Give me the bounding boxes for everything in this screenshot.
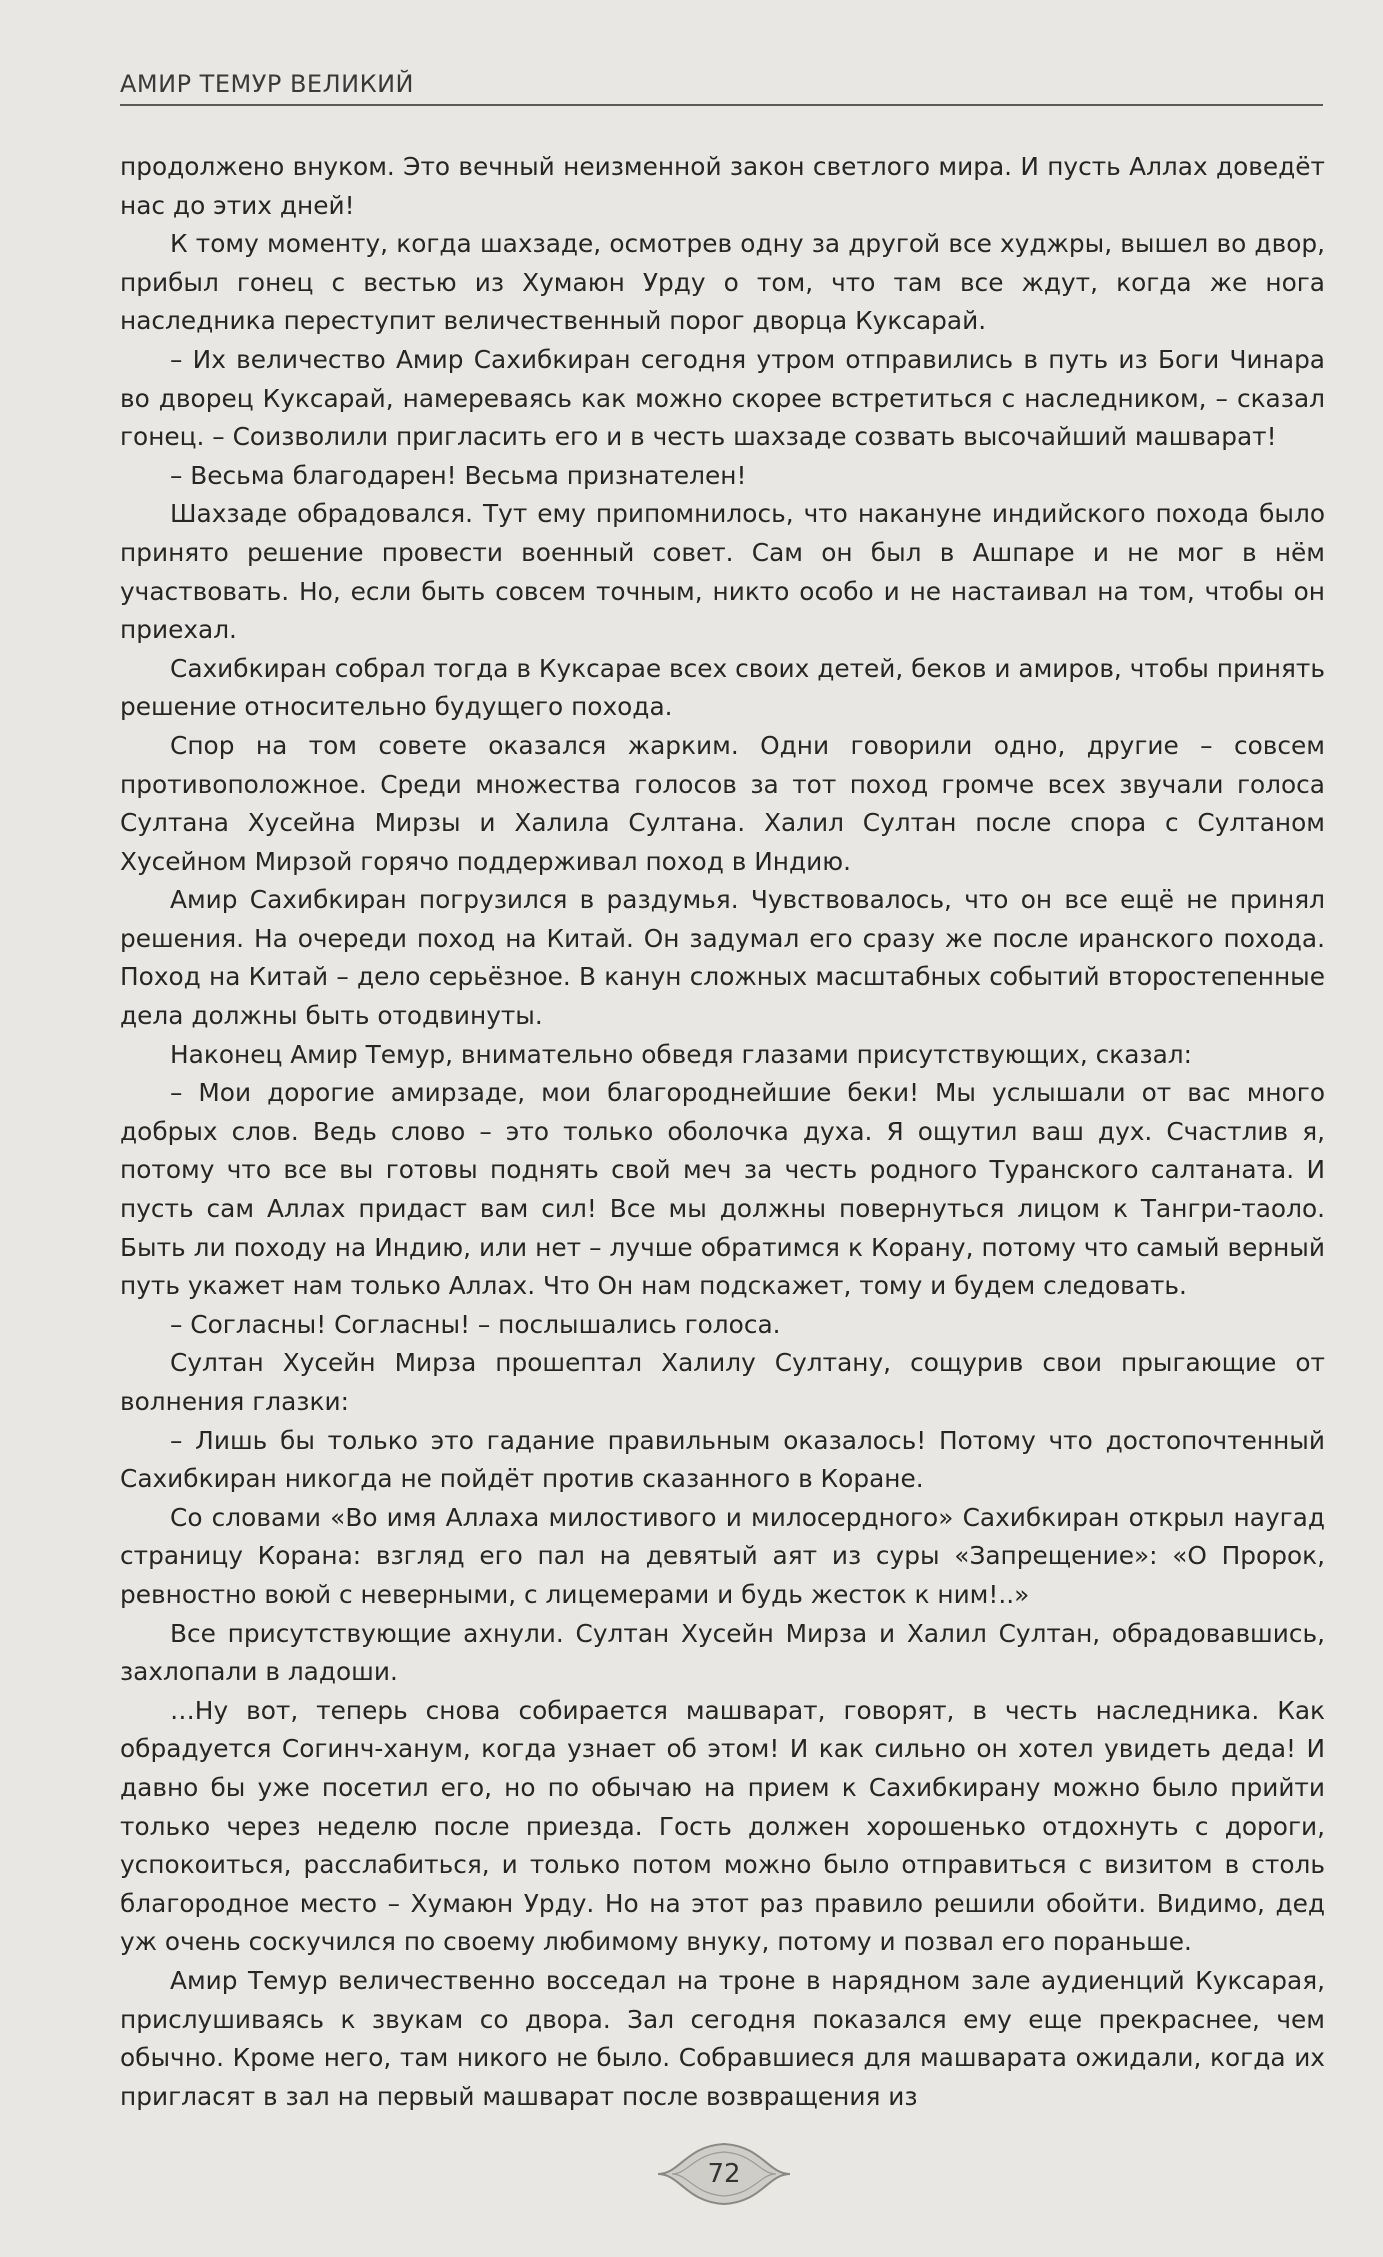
paragraph: продолжено внуком. Это вечный неизменной закон светлого мира. И пусть Аллах доведёт нас до этих дней! (120, 152, 1325, 220)
paragraph: Шахзаде обрадовался. Тут ему припомнилось, что накануне индийского похода было принято решение провести военный совет. Сам он был в Ашпаре и не мог в нём участвовать. Но, если быть совсем точным, никто особо и не настаивал на том, чтобы он приехал. (120, 499, 1325, 645)
paragraph: …Ну вот, теперь снова собирается машварат, говорят, в честь наследника. Как обрадуется Согинч-ханум, когда узнает об этом! И как сильно он хотел увидеть деда! И давно бы уже посетил его, но по обычаю на прием к Сахибкирану можно было прийти только через неделю после приезда. Гость должен хорошенько отдохнуть с дороги, успокоиться, расслабиться, и только потом можно было отправиться с визитом в столь благородное место – Хумаюн Урду. Но на этот раз правило решили обойти. Видимо, дед уж очень соскучился по своему любимому внуку, потому и позвал его пораньше. (120, 1695, 1325, 1957)
paragraph: – Лишь бы только это гадание правильным оказалось! Потому что достопочтенный Сахибкиран никогда не пойдёт против сказанного в Коране. (120, 1425, 1325, 1494)
header-rule (120, 104, 1323, 106)
paragraph: – Весьма благодарен! Весьма признателен! (170, 460, 747, 490)
paragraph: Со словами «Во имя Аллаха милостивого и милосердного» Сахибкиран открыл наугад страницу Корана: взгляд его пал на девятый аят из суры «Запрещение»: «О Пророк, ревностно воюй с неверными, с лицемерами и будь жесток к ним!..» (120, 1502, 1325, 1609)
paragraph: – Их величество Амир Сахибкиран сегодня утром отправились в путь из Боги Чинара во дворец Куксарай, намереваясь как можно скорее встретиться с наследником, – сказал гонец. – Соизволили пригласить его и в честь шахзаде созвать высочайший машварат! (120, 344, 1325, 452)
paragraph: К тому моменту, когда шахзаде, осмотрев одну за другой все худжры, вышел во двор, прибыл гонец с вестью из Хумаюн Урду о том, что там все ждут, когда же нога наследника переступит величественный порог дворца Куксарай. (120, 229, 1325, 336)
page-number: 72 (707, 2159, 741, 2189)
paragraph: Наконец Амир Темур, внимательно обведя глазами присутствующих, сказал: (170, 1039, 1192, 1069)
paragraph: Амир Темур величественно восседал на троне в нарядном зале аудиенций Куксарая, прислушиваясь к звукам со двора. Зал сегодня показался ему еще прекраснее, чем обычно. Кроме него, там никого не было. Собравшиеся для машварата ожидали, когда их пригласят в зал на первый машварат после возвращения из (120, 1965, 1325, 2111)
paragraph: Сахибкиран собрал тогда в Куксарае всех своих детей, беков и амиров, чтобы принять решение относительно будущего похода. (120, 653, 1325, 722)
paragraph: Спор на том совете оказался жарким. Одни говорили одно, другие – совсем противоположное. Среди множества голосов за тот поход громче всех звучали голоса Султана Хусейна Мирзы и Халила Султана. Халил Султан после спора с Султаном Хусейном Мирзой горячо поддерживал поход в Индию. (120, 730, 1325, 876)
paragraph: – Согласны! Согласны! – послышались голоса. (170, 1309, 781, 1339)
paragraph: Амир Сахибкиран погрузился в раздумья. Чувствовалось, что он все ещё не принял решения. На очереди поход на Китай. Он задумал его сразу же после иранского похода. Поход на Китай – дело серьёзное. В канун сложных масштабных событий второстепенные дела должны быть отодвинуты. (120, 885, 1325, 1031)
paragraph: Все присутствующие ахнули. Султан Хусейн Мирза и Халил Султан, обрадовавшись, захлопали в ладоши. (120, 1618, 1325, 1687)
running-header-title: АМИР ТЕМУР ВЕЛИКИЙ (120, 70, 415, 98)
body-text (120, 148, 1325, 2116)
paragraph: Султан Хусейн Мирза прошептал Халилу Султану, сощурив свои прыгающие от волнения глазки: (120, 1348, 1325, 1416)
paragraph: – Мои дорогие амирзаде, мои благороднейшие беки! Мы услышали от вас много добрых слов. Ведь слово – это только оболочка духа. Я ощутил ваш дух. Счастлив я, потому что все вы готовы поднять свой меч за честь родного Туранского салтаната. И пусть сам Аллах придаст вам сил! Все мы должны повернуться лицом к Тангри-таоло. Быть ли походу на Индию, или нет – лучше обратимся к Корану, потому что самый верный путь укажет нам только Аллах. Что Он нам подскажет, тому и будем следовать. (120, 1078, 1325, 1301)
